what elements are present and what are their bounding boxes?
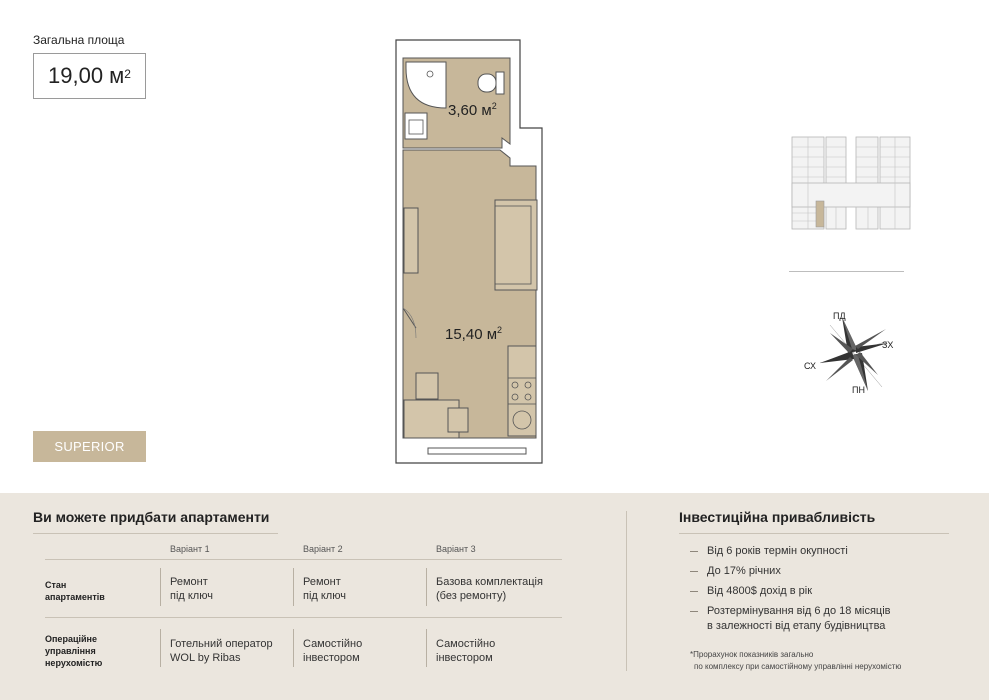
footnote	[690, 649, 950, 673]
bullet-dash	[690, 611, 698, 612]
row-label-line: Операційне	[45, 634, 97, 644]
cell-bar	[426, 568, 427, 606]
cell-line: WOL by Ribas	[170, 652, 241, 664]
table-line-1	[45, 559, 562, 560]
table-cell	[170, 575, 295, 603]
total-area-value: 19,00 м	[48, 63, 125, 88]
row-label-line: апартаментів	[45, 592, 105, 602]
cell-bar	[293, 629, 294, 667]
cell-line: Самостійно	[303, 638, 363, 650]
cell-line: Базова комплектація	[436, 576, 543, 588]
compass-east-label: СХ	[804, 361, 816, 371]
total-area-label: Загальна площа	[33, 33, 125, 47]
cell-line: Ремонт	[170, 576, 208, 588]
column-header-2: Варіант 2	[303, 544, 343, 554]
table-cell	[303, 637, 428, 665]
building-minimap	[780, 133, 915, 233]
compass-north-label: ПН	[852, 385, 865, 395]
investment-item-line: Розтермінування від 6 до 18 місяців	[707, 605, 891, 617]
cell-bar	[293, 568, 294, 606]
purchase-title-underline	[33, 533, 278, 534]
investment-title-underline	[679, 533, 949, 534]
compass-rose	[800, 305, 910, 400]
column-header-1: Варіант 1	[170, 544, 210, 554]
info-section	[0, 493, 989, 700]
section-divider	[626, 511, 627, 671]
cell-line: (без ремонту)	[436, 590, 507, 602]
investment-item-line: в залежності від етапу будівництва	[707, 620, 886, 632]
row-label-line: нерухомістю	[45, 658, 103, 668]
bullet-dash	[690, 551, 698, 552]
compass-south-label: ПД	[833, 311, 846, 321]
row-label-line: Стан	[45, 580, 67, 590]
table-cell	[170, 637, 295, 665]
table-cell	[436, 637, 561, 665]
cell-bar	[160, 629, 161, 667]
cell-line: інвестором	[303, 652, 360, 664]
row-label-line: управління	[45, 646, 96, 656]
footnote-line: *Прорахунок показників загально	[690, 650, 814, 659]
total-area-box	[33, 53, 146, 99]
investment-item: Від 4800$ дохід в рік	[707, 585, 813, 597]
purchase-title: Ви можете придбати апартаменти	[33, 509, 270, 525]
investment-item: До 17% річних	[707, 565, 781, 577]
cell-line: Самостійно	[436, 638, 496, 650]
compass-west-label: ЗХ	[882, 340, 894, 350]
cell-line: під ключ	[170, 590, 213, 602]
column-header-3: Варіант 3	[436, 544, 476, 554]
apartment-class-badge: SUPERIOR	[33, 431, 146, 462]
investment-item: Від 6 років термін окупності	[707, 545, 848, 557]
cell-bar	[160, 568, 161, 606]
cell-line: інвестором	[436, 652, 493, 664]
cell-line: Готельний оператор	[170, 638, 273, 650]
cell-line: Ремонт	[303, 576, 341, 588]
minimap-divider	[789, 271, 904, 272]
investment-title: Інвестиційна привабливість	[679, 509, 876, 525]
cell-line: під ключ	[303, 590, 346, 602]
investment-item	[707, 604, 947, 634]
table-cell	[436, 575, 561, 603]
room-area-text: 15,40 $м^2$	[445, 325, 503, 343]
total-area-unit-sup: 2	[124, 67, 131, 81]
bullet-dash	[690, 571, 698, 572]
bathroom-area-text: 3,60 $м^2$	[448, 101, 497, 119]
row-label-condition	[45, 579, 105, 603]
bullet-dash	[690, 591, 698, 592]
floor-plan	[390, 38, 560, 468]
table-cell	[303, 575, 428, 603]
row-label-management	[45, 633, 102, 669]
cell-bar	[426, 629, 427, 667]
footnote-line: по комплексу при самостійному управлінні нерухомістю	[694, 662, 902, 671]
table-line-2	[45, 617, 562, 618]
